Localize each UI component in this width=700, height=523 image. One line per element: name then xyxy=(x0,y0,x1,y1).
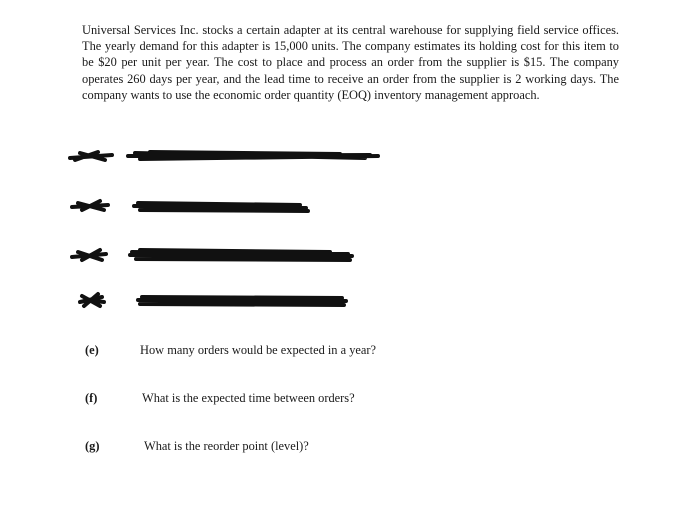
question-e-text: How many orders would be expected in a year? xyxy=(140,343,377,357)
question-g-text: What is the reorder point (level)? xyxy=(144,439,309,453)
question-e-label: (e) xyxy=(85,343,99,357)
redaction-mark-b-text xyxy=(134,203,308,211)
redaction-mark-d-text xyxy=(138,297,346,305)
question-g-label: (g) xyxy=(85,439,100,453)
redaction-mark-b-label xyxy=(72,201,108,210)
question-f-text: What is the expected time between orders? xyxy=(142,391,355,405)
problem-statement: Universal Services Inc. stocks a certain adapter at its central warehouse for supplying field service offices. The yearly demand for this adapter is 15,000 units. The company estimates its holding cost for this item to be $20 per unit per year. The cost to place and process an order from the supplier is $15. The company operates 260 days per year, and the lead time to receive an order from the supplier is 2 working days. The company wants to use the economic order quantity (EOQ) inventory management approach. xyxy=(82,23,619,102)
question-f-label: (f) xyxy=(85,391,98,405)
redaction-mark-c-text xyxy=(130,250,352,260)
redaction-mark-a-text xyxy=(128,152,378,159)
redaction-mark-d-label xyxy=(80,294,104,306)
redaction-mark-c-label xyxy=(72,250,106,260)
redaction-mark-a-label xyxy=(70,152,112,160)
